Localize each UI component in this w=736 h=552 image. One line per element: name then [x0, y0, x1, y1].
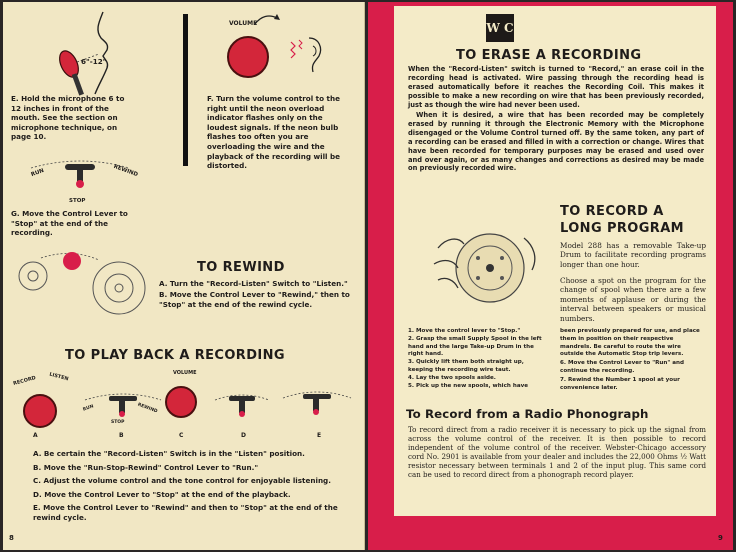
long-step-7: 7. Rewind the Number 1 spool at your convenience later.: [560, 376, 680, 391]
page-number-right: 9: [718, 534, 723, 542]
volume-label: VOLUME: [229, 20, 258, 27]
step-g-text: G. Move the Control Lever to "Stop" at the end of the recording.: [11, 209, 128, 238]
pb-label-b: B: [119, 432, 124, 439]
arrow-right-icon: [253, 12, 281, 26]
playback-step-d: D. Move the Control Lever to "Stop" at the end of the playback.: [33, 489, 291, 499]
playback-steps-list: [33, 449, 355, 523]
lever-rewind-label: REWIND: [112, 163, 139, 179]
page-number-left: 8: [9, 534, 14, 542]
volume-knob-illustration: [227, 36, 269, 78]
pb-label-a: A: [33, 432, 38, 439]
step-e-mic-text: E. Hold the microphone 6 to 12 inches in front of the mouth. See the section on microphone technique, on page 10.: [11, 94, 125, 142]
playback-step-c: C. Adjust the volume control and the tone control for enjoyable listening.: [33, 476, 331, 486]
ear-sound-icon: [287, 32, 327, 76]
playback-step-e: E. Move the Control Lever to "Rewind" and then to "Stop" at the end of the rewind cycle.: [33, 503, 338, 522]
long-step-4: 4. Lay the two spools aside.: [408, 374, 496, 381]
rewind-indicator-dot: [63, 252, 81, 270]
long-steps-left-column: [408, 328, 548, 390]
playback-title: TO PLAY BACK A RECORDING: [65, 348, 285, 363]
erase-paragraph-1: When the "Record-Listen" switch is turned to "Record," an erase coil in the recording head is activated. Wire passing through the recording head is erased automatically before it reaches the Recording Coil. This makes it possible to make a new recording on wire that has been previously recorded, just as though the wire had never been used.: [408, 65, 704, 109]
pb-stop-label: STOP: [111, 420, 125, 425]
divider-bar: [183, 14, 188, 166]
pb-listen-label: LISTEN: [48, 371, 70, 383]
volume-knob-small-illustration: [165, 386, 197, 418]
lever-rewind-illustration: [279, 384, 355, 424]
lever-stop-label: STOP: [69, 198, 86, 204]
long-program-title-line1: TO RECORD A: [560, 204, 664, 219]
radio-phonograph-paragraph: To record direct from a radio receiver it is necessary to pick up the signal from across the volume control of the receiver. It is then possible to record independent of the volume control of the receiver. Webster-Chicago accessory cord No. 2901 is available from your dealer and includes the 22,000 Ohms ½ Watt resistor necessary between terminals 1 and 2 of the input plug. This same cord can be used to record direct from a phonograph record player.: [408, 425, 706, 479]
long-paragraph-2: Choose a spot on the program for the change of spool when there are a few moments of applause or during the interval between speakers or musical numbers.: [560, 276, 706, 323]
long-paragraph-1: Model 288 has a removable Take-up Drum to facilitate recording programs longer than one hour.: [560, 241, 706, 269]
right-page-content-panel: [394, 6, 716, 516]
pb-run-label: RUN: [82, 404, 95, 413]
rewind-step-a: A. Turn the "Record-Listen" Switch to "Listen.": [159, 279, 348, 288]
pb-rewind-label: REWIND: [136, 402, 158, 415]
long-step-5-cont: been previously prepared for use, and place them in position on their respective mandrels. Be careful to route the wire outside the Automatic Stop trip levers.: [560, 328, 700, 358]
long-step-1: 1. Move the control lever to "Stop.": [408, 328, 521, 334]
rewind-step-b: B. Move the Control Lever to "Rewind," then to "Stop" at the end of the rewind cycle.: [159, 290, 350, 309]
pb-label-c: C: [179, 432, 184, 439]
pb-label-e: E: [317, 432, 322, 439]
right-page: [368, 2, 733, 550]
hand-holding-spool-illustration: [424, 218, 554, 318]
mic-distance-label: 6"-12": [81, 57, 107, 66]
long-step-6: 6. Move the Control Lever to "Run" and continue the recording.: [560, 360, 685, 374]
microphone-face-illustration: [55, 8, 125, 98]
radio-phonograph-title: To Record from a Radio Phonograph: [406, 407, 649, 421]
rewind-spools-illustration: [11, 242, 151, 318]
left-page: [3, 2, 365, 550]
long-program-title-line2: LONG PROGRAM: [560, 221, 685, 236]
lever-run-label: RUN: [30, 167, 45, 179]
long-step-2: 2. Grasp the small Supply Spool in the left hand and the large Take-up Drum in the right hand.: [408, 335, 542, 358]
rewind-title: TO REWIND: [197, 260, 285, 275]
long-step-5: 5. Pick up the new spools, which have: [408, 382, 529, 389]
playback-step-b: B. Move the "Run-Stop-Rewind" Control Lever to "Run.": [33, 462, 259, 472]
long-step-3: 3. Quickly lift them both straight up, keeping the recording wire taut.: [408, 359, 524, 373]
pb-label-d: D: [241, 432, 246, 439]
playback-step-a: A. Be certain the "Record-Listen" Switch is in the "Listen" position.: [33, 449, 305, 458]
erase-title: TO ERASE A RECORDING: [456, 48, 642, 63]
lever-stop-illustration: [211, 386, 273, 426]
pb-volume-label: VOLUME: [173, 370, 197, 376]
erase-paragraph-2: When it is desired, a wire that has been recorded may be completely erased by running it through the Electronic Memory with the Microphone disengaged or the Volume Control turned off. By the same token, any part of a recording can be erased and filled in with a correction or change. Wires that have been recorded for temporary purposes may be erased and used over and over again, or as many changes and corrections as desired may be made on previously recorded wire.: [408, 111, 704, 173]
pb-record-label: RECORD: [12, 375, 37, 387]
record-listen-switch-illustration: [23, 394, 57, 428]
long-steps-right-column: [560, 328, 706, 392]
step-f-volume-text: F. Turn the volume control to the right until the neon overload indicator flashes only on the loudest signals. If the neon bulb flashes too often you are overloading the wire and the playback of the recording will be distorted.: [207, 94, 341, 171]
webster-chicago-logo: W C: [486, 14, 514, 42]
control-lever-illustration: [25, 152, 135, 204]
